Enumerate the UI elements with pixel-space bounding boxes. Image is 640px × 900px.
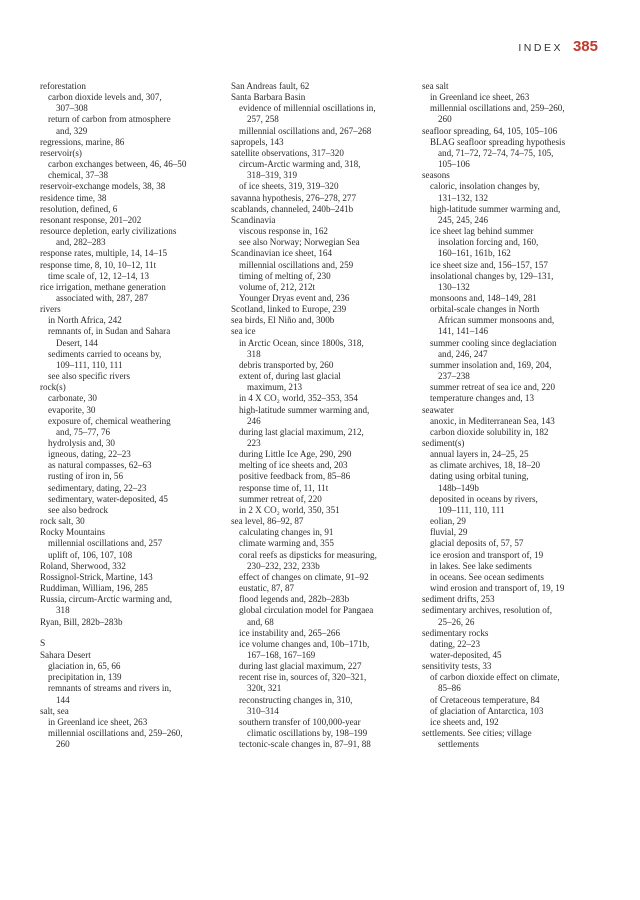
index-subentry: return of carbon from atmosphere <box>48 114 171 125</box>
index-subentry: fluvial, 29 <box>430 527 468 538</box>
index-entry: scablands, channeled, 240b–241b <box>231 203 354 214</box>
index-spacer <box>40 628 218 639</box>
index-subentry: sedimentary, dating, 22–23 <box>48 482 147 493</box>
index-subentry: of ice sheets, 319, 319–320 <box>239 181 339 192</box>
index-subentry: 148b–149b <box>438 482 479 493</box>
index-entry: rock salt, 30 <box>40 516 85 527</box>
index-entry: response time, 8, 10, 10–12, 11t <box>40 259 157 270</box>
index-subentry: see also bedrock <box>48 504 109 515</box>
index-subentry: evaporite, 30 <box>48 404 96 415</box>
index-subentry: BLAG seafloor spreading hypothesis <box>430 136 566 147</box>
index-subentry: monsoons and, 148–149, 281 <box>430 292 537 303</box>
index-subentry: millennial oscillations and, 257 <box>48 538 163 549</box>
index-subentry: millennial oscillations and, 259–260, <box>430 103 565 114</box>
index-entry: rice irrigation, methane generation <box>40 281 166 292</box>
index-subentry: melting of ice sheets and, 203 <box>239 460 348 471</box>
index-subentry: temperature changes and, 13 <box>430 393 535 404</box>
index-entry: sea level, 86–92, 87 <box>231 516 304 527</box>
index-subentry: 246 <box>247 415 261 426</box>
index-subentry: sediments carried to oceans by, <box>48 348 162 359</box>
index-subentry: 131–132, 132 <box>438 192 489 203</box>
index-subentry: and, 75–77, 76 <box>56 426 111 437</box>
index-entry: sea salt <box>422 81 449 91</box>
index-subentry: insolation forcing and, 160, <box>438 237 539 248</box>
index-subentry: high-latitude summer warming and, <box>239 404 370 415</box>
index-entry: sedimentary archives, resolution of, <box>422 605 553 616</box>
index-subentry: timing of melting of, 230 <box>239 270 331 281</box>
index-subentry: settlements <box>438 739 479 750</box>
index-subentry: and, 71–72, 72–74, 74–75, 105, <box>438 147 554 158</box>
index-subentry: summer insolation and, 169, 204, <box>430 359 552 370</box>
index-subentry: 85–86 <box>438 683 461 694</box>
index-entry: Scotland, linked to Europe, 239 <box>231 304 347 315</box>
index-subentry: ice sheet lag behind summer <box>430 226 534 237</box>
index-subentry: high-latitude summer warming and, <box>430 203 561 214</box>
index-subentry: climate warming and, 355 <box>239 538 334 549</box>
index-entry: resolution, defined, 6 <box>40 203 118 214</box>
index-subentry: African summer monsoons and, <box>438 315 555 326</box>
index-subentry: annual layers in, 24–25, 25 <box>430 449 529 460</box>
index-subentry: Younger Dryas event and, 236 <box>239 292 350 303</box>
index-subentry: 144 <box>56 694 70 705</box>
index-subentry: 260 <box>56 739 70 750</box>
index-subentry: global circulation model for Pangaea <box>239 605 374 616</box>
index-subentry: 245, 245, 246 <box>438 214 489 225</box>
index-subentry: in 2 X CO₂ world, 350, 351 <box>239 504 340 515</box>
index-subentry: 257, 258 <box>247 114 279 125</box>
index-subentry: during last glacial maximum, 227 <box>239 661 362 672</box>
index-subentry: as natural compasses, 62–63 <box>48 460 152 471</box>
index-entry: response rates, multiple, 14, 14–15 <box>40 248 168 259</box>
index-subentry: glaciation in, 65, 66 <box>48 661 121 672</box>
index-subentry: 318–319, 319 <box>247 170 298 181</box>
index-subentry: recent rise in, sources of, 320–321, <box>239 672 367 683</box>
index-subentry: time scale of, 12, 12–14, 13 <box>48 270 150 281</box>
index-subentry: 130–132 <box>438 281 470 292</box>
index-subentry: uplift of, 106, 107, 108 <box>48 549 133 560</box>
index-subentry: of Cretaceous temperature, 84 <box>430 694 540 705</box>
index-subentry: extent of, during last glacial <box>239 371 341 382</box>
index-entry: Rocky Mountains <box>40 527 105 538</box>
index-subentry: carbon dioxide levels and, 307, <box>48 92 162 103</box>
index-entry: seafloor spreading, 64, 105, 105–106 <box>422 125 558 136</box>
index-entry: Ruddiman, William, 196, 285 <box>40 583 149 594</box>
index-subentry: and, 68 <box>247 616 274 627</box>
index-subentry: 260 <box>438 114 452 125</box>
index-subentry: 307–308 <box>56 103 88 114</box>
index-entry: settlements. See cities; village <box>422 728 532 739</box>
index-subentry: in 4 X CO₂ world, 352–353, 354 <box>239 393 358 404</box>
index-subentry: millennial oscillations and, 267–268 <box>239 125 372 136</box>
index-entry: sea ice <box>231 326 256 337</box>
index-subentry: igneous, dating, 22–23 <box>48 449 131 460</box>
index-entry: sedimentary rocks <box>422 627 489 638</box>
index-subentry: and, 246, 247 <box>438 348 488 359</box>
index-entry: satellite observations, 317–320 <box>231 147 344 158</box>
index-subentry: orbital-scale changes in North <box>430 304 540 315</box>
index-column-3 <box>422 81 600 750</box>
index-subentry: precipitation in, 139 <box>48 672 122 683</box>
index-subentry: flood legends and, 282b–283b <box>239 594 350 605</box>
index-subentry: positive feedback from, 85–86 <box>239 471 351 482</box>
index-entry: Santa Barbara Basin <box>231 92 306 103</box>
index-subentry: in North Africa, 242 <box>48 315 122 326</box>
index-subentry: evidence of millennial oscillations in, <box>239 103 376 114</box>
index-subentry: 167–168, 167–169 <box>247 649 316 660</box>
index-entry: Russia, circum-Arctic warming and, <box>40 594 173 605</box>
index-subentry: reconstructing changes in, 310, <box>239 694 353 705</box>
index-subentry: of carbon dioxide effect on climate, <box>430 672 560 683</box>
running-header-title: INDEX <box>518 42 563 54</box>
index-subentry: tectonic-scale changes in, 87–91, 88 <box>239 739 371 750</box>
index-entry: rivers <box>40 304 61 315</box>
index-subentry: eustatic, 87, 87 <box>239 583 295 594</box>
section-letter: S <box>40 638 46 649</box>
index-subentry: see also Norway; Norwegian Sea <box>239 237 360 248</box>
index-entry: sapropels, 143 <box>231 136 284 147</box>
index-subentry: viscous response in, 162 <box>239 226 328 237</box>
index-subentry: climatic oscillations by, 198–199 <box>247 728 368 739</box>
index-subentry: 318 <box>247 348 261 359</box>
index-entry: sensitivity tests, 33 <box>422 661 492 672</box>
index-entry: rock(s) <box>40 382 66 393</box>
index-subentry: carbon dioxide solubility in, 182 <box>430 426 549 437</box>
index-subentry: deposited in oceans by rivers, <box>430 493 538 504</box>
running-header <box>518 38 598 55</box>
index-subentry: hydrolysis and, 30 <box>48 438 115 448</box>
index-subentry: anoxic, in Mediterranean Sea, 143 <box>430 415 555 426</box>
index-subentry: 109–111, 110, 111 <box>438 504 505 515</box>
index-subentry: water-deposited, 45 <box>430 649 502 660</box>
index-subentry: 223 <box>247 438 261 448</box>
index-subentry: insolational changes by, 129–131, <box>430 270 554 281</box>
index-subentry: 318 <box>56 605 70 616</box>
index-subentry: during last glacial maximum, 212, <box>239 426 364 437</box>
index-subentry: in lakes. See lake sediments <box>430 560 532 571</box>
index-subentry: glacial deposits of, 57, 57 <box>430 538 524 549</box>
index-entry: sediment(s) <box>422 438 465 448</box>
index-subentry: millennial oscillations and, 259 <box>239 259 354 270</box>
index-subentry: 105–106 <box>438 159 470 170</box>
index-subentry: ice sheet size and, 156–157, 157 <box>430 259 548 270</box>
index-subentry: chemical, 37–38 <box>48 170 109 181</box>
index-entry: salt, sea <box>40 705 69 716</box>
index-entry: seawater <box>422 404 454 415</box>
index-subentry: 237–238 <box>438 371 470 382</box>
index-subentry: carbonate, 30 <box>48 393 97 404</box>
index-subentry: ice instability and, 265–266 <box>239 627 341 638</box>
index-subentry: maximum, 213 <box>247 382 303 393</box>
index-entry: Scandinavian ice sheet, 164 <box>231 248 333 259</box>
index-subentry: volume of, 212, 212t <box>239 281 316 292</box>
index-subentry: of glaciation of Antarctica, 103 <box>430 705 544 716</box>
index-entry: resource depletion, early civilizations <box>40 226 177 237</box>
index-subentry: remnants of streams and rivers in, <box>48 683 172 694</box>
index-subentry: 320t, 321 <box>247 683 282 694</box>
index-subentry: carbon exchanges between, 46, 46–50 <box>48 159 187 170</box>
index-entry: San Andreas fault, 62 <box>231 81 310 91</box>
index-subentry: 160–161, 161b, 162 <box>438 248 511 259</box>
index-subentry: exposure of, chemical weathering <box>48 415 171 426</box>
index-subentry: southern transfer of 100,000-year <box>239 716 361 727</box>
index-entry: regressions, marine, 86 <box>40 136 125 147</box>
index-subentry: during Little Ice Age, 290, 290 <box>239 449 352 460</box>
index-subentry: ice volume changes and, 10b–171b, <box>239 638 370 649</box>
index-subentry: and, 329 <box>56 125 88 136</box>
index-subentry: rusting of iron in, 56 <box>48 471 124 482</box>
index-subentry: wind erosion and transport of, 19, 19 <box>430 583 565 594</box>
index-subentry: coral reefs as dipsticks for measuring, <box>239 549 377 560</box>
index-subentry: and, 282–283 <box>56 237 106 248</box>
index-entry: Scandinavia <box>231 214 276 225</box>
index-subentry: see also specific rivers <box>48 371 131 382</box>
index-subentry: 310–314 <box>247 705 279 716</box>
index-subentry: Desert, 144 <box>56 337 98 348</box>
index-entry: Ryan, Bill, 282b–283b <box>40 616 123 627</box>
index-subentry: 109–111, 110, 111 <box>56 359 123 370</box>
index-subentry: summer retreat of sea ice and, 220 <box>430 382 555 393</box>
index-subentry: summer retreat of, 220 <box>239 493 322 504</box>
index-entry: reforestation <box>40 81 86 91</box>
index-subentry: dating using orbital tuning, <box>430 471 529 482</box>
index-subentry: in Greenland ice sheet, 263 <box>430 92 530 103</box>
index-entry: resonant response, 201–202 <box>40 214 142 225</box>
index-column-1 <box>40 81 218 750</box>
index-entry: seasons <box>422 170 450 181</box>
index-entry: savanna hypothesis, 276–278, 277 <box>231 192 357 203</box>
index-subentry: ice erosion and transport of, 19 <box>430 549 544 560</box>
index-subentry: millennial oscillations and, 259–260, <box>48 728 183 739</box>
index-subentry: in oceans. See ocean sediments <box>430 571 544 582</box>
index-columns <box>40 81 600 750</box>
index-entry: sediment drifts, 253 <box>422 594 495 605</box>
page-number: 385 <box>572 38 598 55</box>
index-entry: Rossignol-Strick, Martine, 143 <box>40 571 153 582</box>
index-subentry: summer cooling since deglaciation <box>430 337 557 348</box>
index-subentry: 230–232, 232, 233b <box>247 560 320 571</box>
index-subentry: in Greenland ice sheet, 263 <box>48 716 148 727</box>
index-entry: Sahara Desert <box>40 649 91 660</box>
index-entry: reservoir-exchange models, 38, 38 <box>40 181 166 192</box>
index-subentry: remnants of, in Sudan and Sahara <box>48 326 171 337</box>
index-entry: reservoir(s) <box>40 147 82 158</box>
index-column-2 <box>231 81 409 750</box>
index-subentry: 141, 141–146 <box>438 326 489 337</box>
index-entry: Roland, Sherwood, 332 <box>40 560 126 571</box>
index-subentry: debris transported by, 260 <box>239 359 334 370</box>
index-subentry: in Arctic Ocean, since 1800s, 318, <box>239 337 364 348</box>
index-subentry: dating, 22–23 <box>430 638 481 649</box>
index-entry: residence time, 38 <box>40 192 107 203</box>
index-subentry: ice sheets and, 192 <box>430 716 499 727</box>
index-subentry: 25–26, 26 <box>438 616 475 627</box>
index-subentry: calculating changes in, 91 <box>239 527 334 538</box>
index-subentry: effect of changes on climate, 91–92 <box>239 571 369 582</box>
index-subentry: associated with, 287, 287 <box>56 292 149 303</box>
index-entry: sea birds, El Niño and, 300b <box>231 315 335 326</box>
index-subentry: response time of, 11, 11t <box>239 482 329 493</box>
index-subentry: sedimentary, water-deposited, 45 <box>48 493 168 504</box>
index-subentry: circum-Arctic warming and, 318, <box>239 159 361 170</box>
index-subentry: caloric, insolation changes by, <box>430 181 540 192</box>
index-subentry: as climate archives, 18, 18–20 <box>430 460 541 471</box>
index-subentry: eolian, 29 <box>430 516 466 527</box>
